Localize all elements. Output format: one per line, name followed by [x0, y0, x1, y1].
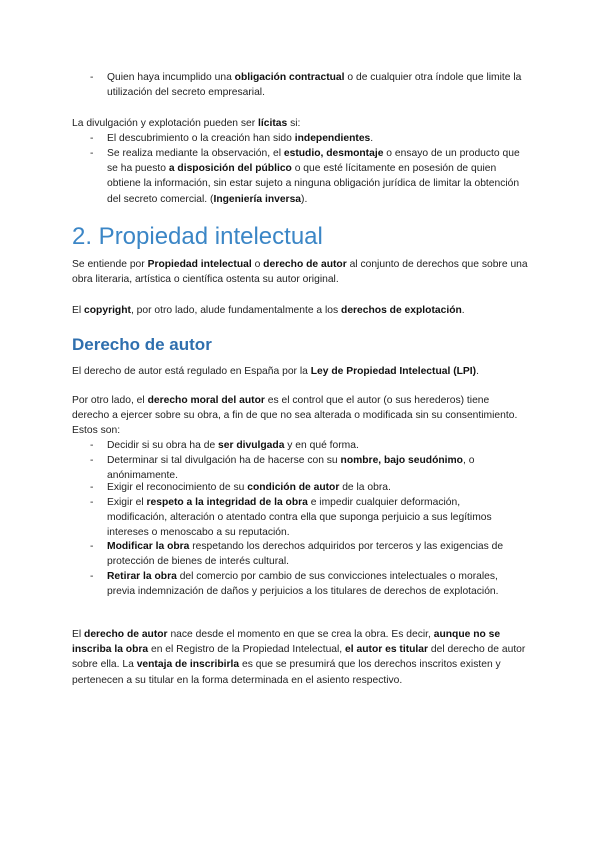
bold-term: lícitas: [258, 118, 288, 129]
list-item-text: Modificar la obra respetando los derechos adquiridos por terceros y las exigencias de protección de bienes de interés cultural.: [107, 541, 504, 568]
list-item: [90, 146, 522, 207]
bullet-dash: -: [90, 72, 94, 83]
bold-term: independientes: [294, 133, 371, 144]
bold-term: el autor es titular: [345, 644, 429, 656]
bold-term: ventaja de inscribirla: [136, 659, 240, 671]
bold-term: a disposición del público: [168, 163, 292, 175]
bold-term: nombre, bajo seudónimo: [340, 455, 463, 466]
bold-term: Retirar la obra: [107, 571, 177, 582]
bullet-dash: -: [90, 571, 94, 582]
bold-term: Ley de Propiedad Intelectual (LPI): [310, 366, 477, 377]
list-item: [90, 438, 522, 453]
bullet-dash: -: [90, 541, 94, 552]
list-item: [90, 70, 522, 100]
heading-derecho-de-autor: Derecho de autor: [72, 335, 212, 354]
bold-term: derechos de explotación: [341, 305, 462, 316]
list-item: [90, 539, 522, 569]
list-item-text: El descubrimiento o la creación han sido independientes.: [107, 133, 374, 144]
bold-term: copyright: [84, 305, 131, 316]
list-item-text: Exigir el respeto a la integridad de la obra e impedir cualquier deformación, modificación, alteración o atentado contra ella que suponga perjuicio a sus legítimos intereses o menoscabo a su reputación.: [107, 497, 492, 539]
bold-term: derecho de autor: [263, 259, 347, 270]
bold-term: condición de autor: [247, 482, 340, 493]
bold-term: derecho moral del autor: [147, 395, 265, 406]
list-item-text: Exigir el reconocimiento de su condición de autor de la obra.: [107, 482, 391, 493]
bold-term: estudio, desmontaje: [283, 148, 384, 159]
list-item-text: Retirar la obra del comercio por cambio de sus convicciones intelectuales o morales, previa indemnización de daños y perjuicios a los titulares de derechos de explotación.: [107, 571, 499, 598]
bold-term: obligación contractual: [234, 72, 345, 83]
bold-term: ser divulgada: [218, 440, 285, 451]
bullet-dash: -: [90, 148, 94, 159]
list-item-text: Determinar si tal divulgación ha de hacerse con su nombre, bajo seudónimo, o anónimamente.: [107, 455, 475, 482]
list-item-text: Se realiza mediante la observación, el estudio, desmontaje o ensayo de un producto que se ha puesto a disposición del público o que esté lícitamente en posesión de quien obtiene la información, sin estar sujeto a ninguna obligación jurídica de limitar la obtención del secreto comercial. (Ingeniería inversa).: [107, 148, 520, 205]
bullet-dash: -: [90, 440, 94, 451]
final-paragraph: El derecho de autor nace desde el momento en que se crea la obra. Es decir, aunque no se inscriba la obra en el Registro de la Propiedad Intelectual, el autor es titular del derecho de autor sobre ella. La ventaja de inscribirla es que se presumirá que los derechos inscritos existen y pertenecen a su titular en la forma determinada en el asiento respectivo.: [72, 629, 526, 686]
list-item-text: Quien haya incumplido una obligación contractual o de cualquier otra índole que limite la utilización del secreto empresarial.: [107, 72, 522, 99]
definition-paragraph: Se entiende por Propiedad intelectual o derecho de autor al conjunto de derechos que sobre una obra literaria, artística o científica ostenta su autor original.: [72, 259, 528, 286]
bold-term: Propiedad intelectual: [147, 259, 252, 270]
copyright-paragraph: El copyright, por otro lado, alude fundamentalmente a los derechos de explotación.: [72, 305, 465, 316]
list-item: [90, 131, 522, 146]
list-item: [90, 480, 522, 495]
bullet-dash: -: [90, 497, 94, 508]
bold-term: aunque no se inscriba la obra: [72, 629, 501, 656]
list-item-text: Decidir si su obra ha de ser divulgada y en qué forma.: [107, 440, 359, 451]
bold-term: Ingeniería inversa: [213, 193, 302, 205]
licitas-intro: La divulgación y explotación pueden ser lícitas si:: [72, 118, 301, 129]
list-item: [90, 453, 522, 483]
lpi-paragraph: El derecho de autor está regulado en España por la Ley de Propiedad Intelectual (LPI).: [72, 366, 479, 377]
bold-term: derecho de autor: [84, 629, 168, 640]
bullet-dash: -: [90, 455, 94, 466]
bold-term: Modificar la obra: [107, 541, 190, 552]
bullet-dash: -: [90, 482, 94, 493]
heading-propiedad-intelectual: 2. Propiedad intelectual: [72, 223, 323, 250]
moral-right-paragraph: Por otro lado, el derecho moral del autor es el control que el autor (o sus herederos) tiene derecho a ejercer sobre su obra, a fin de que no sea alterada o modificada sin su consentimiento. Estos son:: [72, 395, 518, 437]
bullet-dash: -: [90, 133, 94, 144]
bold-term: respeto a la integridad de la obra: [146, 497, 308, 508]
list-item: [90, 495, 522, 541]
list-item: [90, 569, 522, 599]
